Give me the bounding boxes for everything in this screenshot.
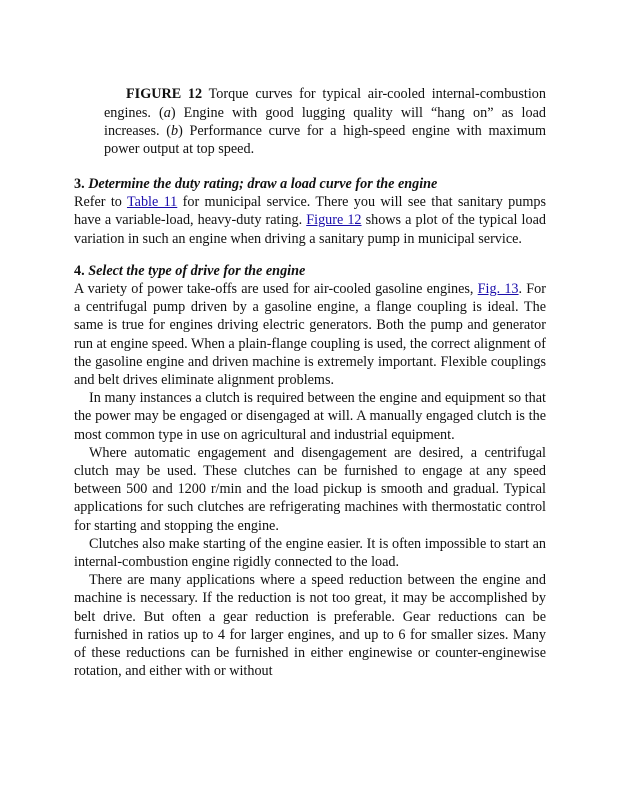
caption-part-b: b: [170, 123, 179, 139]
section-4-text-2: . For a centrifugal pump driven by a gasoline engine, a flange coupling is ideal. The same is true for engines driving electric generators. Both the pump and generator run at engine speed. When a plain-flange coupling is used, the correct alignment of the gasoline engine and driven machine is extremely important. Flexible couplings and belt drives eliminate alignment problems.: [74, 281, 546, 389]
section-4-paragraph-2: In many instances a clutch is required between the engine and equipment so that the power may be engaged or disengaged at will. A manually engaged clutch is the most common type in use on agricultural and industrial equipment.: [74, 390, 546, 443]
figure-13-link[interactable]: Fig. 13: [477, 281, 519, 298]
section-3-text-3: shows a plot of the typical load variation in such an engine when driving a sanitary pump in municipal service.: [74, 212, 546, 247]
section-3-heading: [74, 175, 546, 193]
section-3-text-2: for municipal service. There you will see that sanitary pumps have a variable-load, heavy-duty rating.: [74, 194, 546, 229]
section-4-paragraph-3: Where automatic engagement and disengagement are desired, a centrifugal clutch may be used. These clutches can be furnished to engage at any speed between 500 and 1200 r/min and the load pickup is smooth and gradual. Typical applications for such clutches are refrigerating machines with thermostatic control for starting and stopping the engine.: [74, 444, 546, 534]
figure-12-link[interactable]: Figure 12: [306, 212, 362, 229]
caption-part-a: a: [163, 104, 171, 121]
figure-label: FIGURE 12: [126, 86, 203, 103]
figure-caption: [104, 85, 546, 159]
section-4-paragraph-5: There are many applications where a speed reduction between the engine and machine is necessary. If the reduction is not too great, it may be accomplished by belt drive. But often a gear reduction is preferable. Gear reductions can be furnished in ratios up to 4 for larger engines, and up to 6 for smaller sizes. Many of these reductions can be furnished in either enginewise or counter-enginewise rotation, and either with or without: [74, 572, 546, 680]
caption-text-1: Torque curves for typical air-cooled internal-combustion engines. (: [104, 86, 546, 121]
caption-text-3: ) Performance curve for a high-speed engine with maximum power output at top speed.: [104, 123, 547, 158]
section-4-title: Select the type of drive for the engine: [88, 262, 306, 279]
section-4-number: 4.: [74, 262, 85, 279]
section-3-text-1: Refer to: [74, 194, 127, 211]
section-3-title: Determine the duty rating; draw a load curve for the engine: [88, 176, 438, 192]
section-3-paragraph: [74, 193, 546, 248]
table-11-link[interactable]: Table 11: [126, 194, 178, 211]
caption-text-2: ) Engine with good lugging quality will “hang on” as load increases. (: [104, 104, 546, 139]
section-4-paragraph-1: [74, 280, 546, 389]
section-4-text-1: A variety of power take-offs are used for air-cooled gasoline engines,: [74, 281, 478, 298]
section-4-paragraph-4: Clutches also make starting of the engine easier. It is often impossible to start an internal-combustion engine rigidly connected to the load.: [74, 535, 546, 571]
section-4-heading: [74, 262, 546, 280]
section-3-number: 3.: [74, 176, 85, 192]
body-text: [74, 175, 546, 680]
